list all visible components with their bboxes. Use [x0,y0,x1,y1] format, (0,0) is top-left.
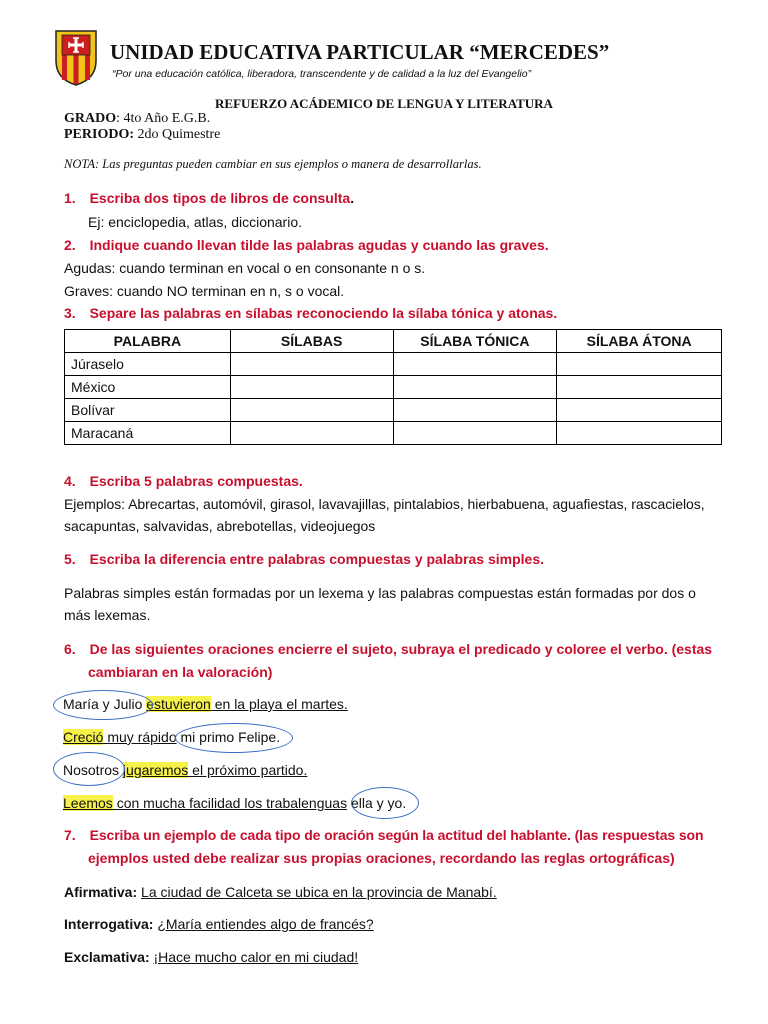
question-6-line-1: De las siguientes oraciones encierre el sujeto, subraya el predicado y coloree el verbo. (estas [89,641,713,657]
table-cell-empty[interactable] [393,399,557,422]
table-cell-word: Maracaná [65,422,231,445]
table-cell-empty[interactable] [230,353,393,376]
question-2-number: 2. [64,237,76,253]
sentence-3-predicate: el próximo partido. [188,762,308,778]
answer-2-graves: Graves: cuando NO terminan en n, s o vocal. [64,283,345,299]
question-1-dot: . [350,190,355,206]
afirmativa-label: Afirmativa: [64,884,138,900]
question-7-number: 7. [64,827,76,843]
answer-4-line-1: Ejemplos: Abrecartas, automóvil, girasol, lavavajillas, pintalabios, hierbabuena, aguafiestas, rascacielos, [64,496,705,512]
table-cell-empty[interactable] [557,422,722,445]
table-row [65,353,722,376]
sentence-3-subject: Nosotros [63,762,120,778]
question-7 [64,825,703,845]
question-4 [64,471,303,491]
question-4-text: Escriba 5 palabras compuestas. [89,473,303,489]
table-header: SÍLABA ÁTONA [557,330,722,353]
table-header: SÍLABA TÓNICA [393,330,557,353]
sentence-4-end: . [402,795,407,811]
sentence-4-verb: Leemos [63,795,113,811]
question-3-number: 3. [64,305,76,321]
question-1-number: 1. [64,190,76,206]
answer-5-line-1: Palabras simples están formadas por un lexema y las palabras compuestas están formadas por dos o [64,585,696,601]
subject-circle [351,787,419,819]
syllable-table [64,329,722,445]
table-cell-empty[interactable] [557,353,722,376]
school-crest-logo [54,29,98,87]
table-cell-word: México [65,376,231,399]
answer-5-line-2: más lexemas. [64,607,151,623]
table-header-row [65,330,722,353]
table-cell-empty[interactable] [230,422,393,445]
question-6 [64,639,712,659]
sentence-2-verb: Creció [63,729,104,745]
question-6-number: 6. [64,641,76,657]
sentence-1-predicate: en la playa el martes. [210,696,348,712]
grade-line [64,111,210,127]
table-header: PALABRA [65,330,231,353]
exclamativa-answer: ¡Hace mucho calor en mi ciudad! [153,949,359,965]
afirmativa-line [64,882,497,902]
sentence-4-predicate: con mucha facilidad los trabalenguas [112,795,348,811]
question-6-line-2: cambiaran en la valoración) [88,664,273,680]
question-5-text: Escriba la diferencia entre palabras compuestas y palabras simples. [89,551,545,567]
table-cell-empty[interactable] [230,399,393,422]
table-row [65,399,722,422]
sentence-1-verb: estuvieron [146,696,211,712]
school-motto: “Por una educación católica, liberadora, transcendente y de calidad a la luz del Evangelio” [112,68,532,80]
question-7-line-1: Escriba un ejemplo de cada tipo de oración según la actitud del hablante. (las respuestas son [89,827,704,843]
subject-circle [175,723,293,753]
sentence-2-predicate: muy rápido [103,729,177,745]
question-5 [64,549,544,569]
interrogativa-label: Interrogativa: [64,916,154,932]
sentence-3-verb: jugaremos [122,762,189,778]
interrogativa-answer: ¿María entiendes algo de francés? [157,916,374,932]
answer-1: Ej: enciclopedia, atlas, diccionario. [88,214,303,230]
table-cell-empty[interactable] [393,422,557,445]
table-cell-word: Júraselo [65,353,231,376]
table-cell-word: Bolívar [65,399,231,422]
afirmativa-answer: La ciudad de Calceta se ubica en la provincia de Manabí. [141,884,497,900]
exclamativa-line [64,947,358,967]
table-header: SÍLABAS [230,330,393,353]
question-2-text: Indique cuando llevan tilde las palabras agudas y cuando las graves. [89,237,549,253]
question-5-number: 5. [64,551,76,567]
question-3-text: Separe las palabras en sílabas reconociendo la sílaba tónica y atonas. [89,305,558,321]
question-7-line-2: ejemplos usted debe realizar sus propias oraciones, recordando las reglas ortográficas) [88,850,675,866]
question-2 [64,235,549,255]
interrogativa-line [64,914,374,934]
table-cell-empty[interactable] [393,353,557,376]
table-row [65,376,722,399]
answer-4-line-2: sacapuntas, salvavidas, abrebotellas, videojuegos [64,518,376,534]
subject-circle [53,752,125,786]
sentence-1-subject: María y Julio [63,696,143,712]
table-cell-empty[interactable] [557,376,722,399]
answer-2-agudas: Agudas: cuando terminan en vocal o en consonante n o s. [64,260,426,276]
table-cell-empty[interactable] [557,399,722,422]
table-row [65,422,722,445]
grade-label: GRADO [64,111,117,126]
question-1-text: Escriba dos tipos de libros de consulta [89,190,351,206]
table-cell-empty[interactable] [393,376,557,399]
grade-value: : 4to Año E.G.B. [116,111,211,126]
sentence-4-subject: ella y yo [350,795,403,811]
subject-circle [53,690,153,720]
question-4-number: 4. [64,473,76,489]
sentence-2-end: . [276,729,281,745]
table-cell-empty[interactable] [230,376,393,399]
school-name: UNIDAD EDUCATIVA PARTICULAR “MERCEDES” [110,40,610,64]
period-line [64,127,220,143]
period-value: 2do Quimestre [134,127,221,142]
question-1 [64,188,354,208]
sentence-2-subject: mi primo Felipe [180,729,277,745]
document-title: REFUERZO ACÁDEMICO DE LENGUA Y LITERATURA [215,96,553,111]
question-3 [64,303,557,323]
note-text: NOTA: Las preguntas pueden cambiar en sus ejemplos o manera de desarrollarlas. [64,157,482,171]
period-label: PERIODO: [64,127,134,142]
exclamativa-label: Exclamativa: [64,949,150,965]
